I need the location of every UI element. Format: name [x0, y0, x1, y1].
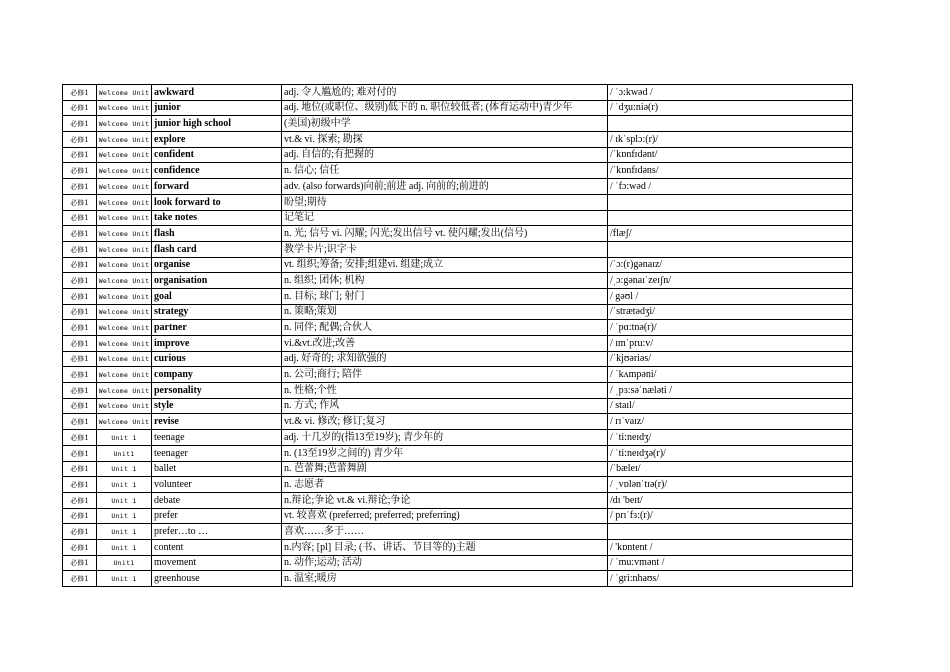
book-cell: 必修1	[63, 383, 97, 399]
table-row	[63, 100, 853, 116]
phonetic-cell: / ɪmˈpru:v/	[608, 336, 853, 352]
table-row	[63, 367, 853, 383]
word-cell: take notes	[152, 210, 282, 226]
unit-cell: Welcome Unit	[97, 194, 152, 210]
unit-cell: Welcome Unit	[97, 288, 152, 304]
book-cell: 必修1	[63, 85, 97, 101]
table-row	[63, 210, 853, 226]
unit-cell: Welcome Unit	[97, 336, 152, 352]
phonetic-cell: /ˌɔ:gənaɪˈzeɪʃn/	[608, 273, 853, 289]
definition-cell: n.内容; [pl] 目录; (书、讲话、节目等的)主题	[282, 539, 608, 555]
book-cell: 必修1	[63, 132, 97, 148]
phonetic-cell: / ˈɔ:kwəd /	[608, 85, 853, 101]
unit-cell: Welcome Unit	[97, 398, 152, 414]
book-cell: 必修1	[63, 179, 97, 195]
book-cell: 必修1	[63, 492, 97, 508]
phonetic-cell: / ɪkˈsplɔ:(r)/	[608, 132, 853, 148]
word-cell: company	[152, 367, 282, 383]
definition-cell: n. 动作;运动; 活动	[282, 555, 608, 571]
word-cell: strategy	[152, 304, 282, 320]
phonetic-cell	[608, 210, 853, 226]
phonetic-cell	[608, 116, 853, 132]
word-cell: teenager	[152, 445, 282, 461]
book-cell: 必修1	[63, 461, 97, 477]
table-row	[63, 85, 853, 101]
unit-cell: Welcome Unit	[97, 367, 152, 383]
book-cell: 必修1	[63, 163, 97, 179]
unit-cell: Welcome Unit	[97, 383, 152, 399]
phonetic-cell: / ˌvɒlənˈtɪə(r)/	[608, 477, 853, 493]
book-cell: 必修1	[63, 414, 97, 430]
table-row	[63, 336, 853, 352]
word-cell: explore	[152, 132, 282, 148]
unit-cell: Welcome Unit	[97, 414, 152, 430]
definition-cell: adj. 令人尴尬的; 难对付的	[282, 85, 608, 101]
table-row	[63, 273, 853, 289]
word-cell: forward	[152, 179, 282, 195]
definition-cell: n. 同伴; 配偶;合伙人	[282, 320, 608, 336]
unit-cell: Unit1	[97, 555, 152, 571]
unit-cell: Welcome Unit	[97, 85, 152, 101]
definition-cell: n. 芭蕾舞;芭蕾舞剧	[282, 461, 608, 477]
table-row	[63, 571, 853, 587]
definition-cell: n. 信心; 信任	[282, 163, 608, 179]
unit-cell: Welcome Unit	[97, 116, 152, 132]
definition-cell: 教学卡片;识字卡	[282, 241, 608, 257]
phonetic-cell: / rɪˈvaɪz/	[608, 414, 853, 430]
table-row	[63, 147, 853, 163]
book-cell: 必修1	[63, 288, 97, 304]
phonetic-cell: / staɪl/	[608, 398, 853, 414]
phonetic-cell: / ˈdʒu:niə(r)	[608, 100, 853, 116]
table-row	[63, 320, 853, 336]
definition-cell: n. 温室;暖房	[282, 571, 608, 587]
table-row	[63, 226, 853, 242]
word-cell: movement	[152, 555, 282, 571]
word-cell: revise	[152, 414, 282, 430]
phonetic-cell: /ˈkjʊəriəs/	[608, 351, 853, 367]
table-row	[63, 555, 853, 571]
phonetic-cell: /dɪ 'beɪt/	[608, 492, 853, 508]
definition-cell: vt. 组织;筹备; 安排;组建vi. 组建;成立	[282, 257, 608, 273]
unit-cell: Unit 1	[97, 477, 152, 493]
phonetic-cell	[608, 241, 853, 257]
table-row	[63, 257, 853, 273]
word-cell: content	[152, 539, 282, 555]
definition-cell: n. 方式; 作风	[282, 398, 608, 414]
table-row	[63, 414, 853, 430]
word-cell: flash card	[152, 241, 282, 257]
word-cell: ballet	[152, 461, 282, 477]
book-cell: 必修1	[63, 100, 97, 116]
unit-cell: Welcome Unit	[97, 100, 152, 116]
definition-cell: vt. 较喜欢 (preferred; preferred; preferring)	[282, 508, 608, 524]
table-row	[63, 288, 853, 304]
definition-cell: n. 策略;策划	[282, 304, 608, 320]
definition-cell: adj. 地位(或职位、级别)低下的 n. 职位较低者; (体育运动中)青少年	[282, 100, 608, 116]
definition-cell: adj. 好奇的; 求知欲强的	[282, 351, 608, 367]
table-row	[63, 398, 853, 414]
phonetic-cell	[608, 194, 853, 210]
word-cell: teenage	[152, 430, 282, 446]
vocabulary-table	[62, 84, 853, 587]
table-row	[63, 194, 853, 210]
unit-cell: Unit1	[97, 445, 152, 461]
unit-cell: Welcome Unit	[97, 304, 152, 320]
word-cell: awkward	[152, 85, 282, 101]
unit-cell: Welcome Unit	[97, 179, 152, 195]
book-cell: 必修1	[63, 539, 97, 555]
word-cell: style	[152, 398, 282, 414]
table-row	[63, 179, 853, 195]
word-cell: greenhouse	[152, 571, 282, 587]
phonetic-cell: / ˈkʌmpəni/	[608, 367, 853, 383]
table-row	[63, 492, 853, 508]
phonetic-cell: / 'kɒntent /	[608, 539, 853, 555]
phonetic-cell: / ˈpɑ:tnə(r)/	[608, 320, 853, 336]
phonetic-cell: /ˈkɒnfɪdənt/	[608, 147, 853, 163]
unit-cell: Unit 1	[97, 508, 152, 524]
table-row	[63, 163, 853, 179]
table-row	[63, 383, 853, 399]
unit-cell: Welcome Unit	[97, 351, 152, 367]
book-cell: 必修1	[63, 147, 97, 163]
definition-cell: n. 志愿者	[282, 477, 608, 493]
unit-cell: Welcome Unit	[97, 226, 152, 242]
unit-cell: Unit 1	[97, 461, 152, 477]
word-cell: prefer	[152, 508, 282, 524]
table-row	[63, 539, 853, 555]
book-cell: 必修1	[63, 430, 97, 446]
table-row	[63, 430, 853, 446]
definition-cell: vt.& vi. 修改; 修订;复习	[282, 414, 608, 430]
definition-cell: n. 光; 信号 vi. 闪耀; 闪光;发出信号 vt. 使闪耀;发出(信号)	[282, 226, 608, 242]
definition-cell: 盼望;期待	[282, 194, 608, 210]
word-cell: debate	[152, 492, 282, 508]
phonetic-cell: /ˈkɒnfɪdəns/	[608, 163, 853, 179]
book-cell: 必修1	[63, 351, 97, 367]
unit-cell: Welcome Unit	[97, 320, 152, 336]
definition-cell: vi.&vt.改进;改善	[282, 336, 608, 352]
phonetic-cell: / ˈti:neɪdʒ/	[608, 430, 853, 446]
word-cell: junior	[152, 100, 282, 116]
definition-cell: vt.& vi. 探索; 勘探	[282, 132, 608, 148]
unit-cell: Welcome Unit	[97, 132, 152, 148]
word-cell: prefer…to …	[152, 524, 282, 540]
definition-cell: n. 公司;商行; 陪伴	[282, 367, 608, 383]
table-row	[63, 461, 853, 477]
definition-cell: n. (13至19岁之间的) 青少年	[282, 445, 608, 461]
book-cell: 必修1	[63, 273, 97, 289]
phonetic-cell: / ˈmu:vmənt /	[608, 555, 853, 571]
phonetic-cell: /flæʃ/	[608, 226, 853, 242]
unit-cell: Welcome Unit	[97, 273, 152, 289]
table-row	[63, 477, 853, 493]
definition-cell: adj. 自信的;有把握的	[282, 147, 608, 163]
phonetic-cell: / ˈgri:nhaʊs/	[608, 571, 853, 587]
table-row	[63, 445, 853, 461]
unit-cell: Welcome Unit	[97, 147, 152, 163]
phonetic-cell: /ˈbæleɪ/	[608, 461, 853, 477]
definition-cell: 记笔记	[282, 210, 608, 226]
book-cell: 必修1	[63, 555, 97, 571]
definition-cell: (美国)初级中学	[282, 116, 608, 132]
word-cell: junior high school	[152, 116, 282, 132]
phonetic-cell: /ˈstrætədʒi/	[608, 304, 853, 320]
definition-cell: adv. (also forwards)向前;前进 adj. 向前的;前进的	[282, 179, 608, 195]
word-cell: confident	[152, 147, 282, 163]
book-cell: 必修1	[63, 226, 97, 242]
word-cell: personality	[152, 383, 282, 399]
book-cell: 必修1	[63, 320, 97, 336]
word-cell: organisation	[152, 273, 282, 289]
definition-cell: n. 性格;个性	[282, 383, 608, 399]
word-cell: improve	[152, 336, 282, 352]
phonetic-cell: / gəʊl /	[608, 288, 853, 304]
word-cell: partner	[152, 320, 282, 336]
book-cell: 必修1	[63, 304, 97, 320]
book-cell: 必修1	[63, 477, 97, 493]
book-cell: 必修1	[63, 336, 97, 352]
vocabulary-table-body	[63, 85, 853, 587]
book-cell: 必修1	[63, 194, 97, 210]
book-cell: 必修1	[63, 210, 97, 226]
phonetic-cell: / ˈfɔ:wəd /	[608, 179, 853, 195]
definition-cell: n. 目标; 球门; 射门	[282, 288, 608, 304]
unit-cell: Welcome Unit	[97, 257, 152, 273]
unit-cell: Welcome Unit	[97, 163, 152, 179]
table-row	[63, 116, 853, 132]
phonetic-cell: /ˈɔ:(r)gənaɪz/	[608, 257, 853, 273]
table-row	[63, 304, 853, 320]
definition-cell: n.辩论;争论 vt.& vi.辩论;争论	[282, 492, 608, 508]
table-row	[63, 351, 853, 367]
unit-cell: Unit 1	[97, 524, 152, 540]
unit-cell: Unit 1	[97, 492, 152, 508]
definition-cell: n. 组织; 团体; 机构	[282, 273, 608, 289]
unit-cell: Unit 1	[97, 571, 152, 587]
table-row	[63, 524, 853, 540]
unit-cell: Unit 1	[97, 430, 152, 446]
book-cell: 必修1	[63, 398, 97, 414]
phonetic-cell: / ˈti:neɪdʒə(r)/	[608, 445, 853, 461]
book-cell: 必修1	[63, 508, 97, 524]
word-cell: flash	[152, 226, 282, 242]
word-cell: goal	[152, 288, 282, 304]
book-cell: 必修1	[63, 571, 97, 587]
word-cell: curious	[152, 351, 282, 367]
unit-cell: Unit 1	[97, 539, 152, 555]
definition-cell: adj. 十几岁的(指13至19岁); 青少年的	[282, 430, 608, 446]
table-row	[63, 132, 853, 148]
book-cell: 必修1	[63, 367, 97, 383]
phonetic-cell	[608, 524, 853, 540]
book-cell: 必修1	[63, 524, 97, 540]
definition-cell: 喜欢……多于……	[282, 524, 608, 540]
book-cell: 必修1	[63, 445, 97, 461]
phonetic-cell: / ˌpɜ:səˈnæləti /	[608, 383, 853, 399]
unit-cell: Welcome Unit	[97, 210, 152, 226]
book-cell: 必修1	[63, 257, 97, 273]
unit-cell: Welcome Unit	[97, 241, 152, 257]
book-cell: 必修1	[63, 116, 97, 132]
word-cell: organise	[152, 257, 282, 273]
phonetic-cell: / prɪˈfɜ:(r)/	[608, 508, 853, 524]
table-row	[63, 241, 853, 257]
book-cell: 必修1	[63, 241, 97, 257]
word-cell: confidence	[152, 163, 282, 179]
table-row	[63, 508, 853, 524]
word-cell: volunteer	[152, 477, 282, 493]
word-cell: look forward to	[152, 194, 282, 210]
